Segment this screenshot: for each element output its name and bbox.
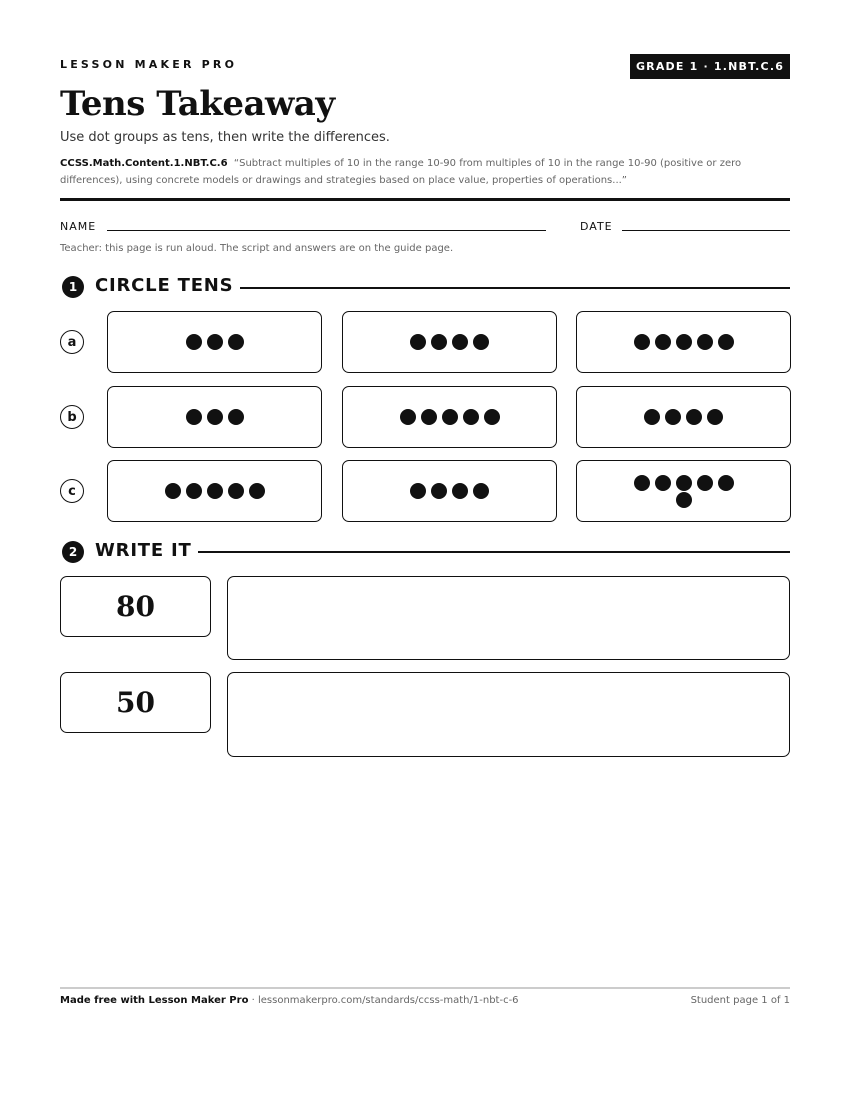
dot [473,483,489,499]
dot [452,483,468,499]
grade-badge: GRADE 1 · 1.NBT.C.6 [630,54,790,79]
write-it-answer-box[interactable] [227,576,790,660]
dot-group-box[interactable] [107,386,322,448]
dot [400,409,416,425]
dot [718,475,734,491]
dot-group-box[interactable] [107,311,322,373]
dot [665,409,681,425]
footer-divider [60,987,790,989]
dot-group-box[interactable] [342,460,557,522]
dot [207,409,223,425]
dot [655,334,671,350]
footer-page-number: Student page 1 of 1 [690,995,790,1006]
write-it-answer-box[interactable] [227,672,790,757]
standard-description [60,155,780,189]
write-it-number-box: 50 [60,672,211,733]
row-label: a [60,330,84,354]
dot [718,334,734,350]
dot-group-box[interactable] [342,311,557,373]
dot [686,409,702,425]
dot [207,483,223,499]
dot [228,483,244,499]
dot [452,334,468,350]
dot [431,334,447,350]
dot-group-box[interactable] [576,386,791,448]
standard-code: CCSS.Math.Content.1.NBT.C.6 [60,158,228,169]
standard-text: “Subtract multiples of 10 in the range 10-90 from multiples of 10 in the range 10-90 (positive or zero differences), using concrete models or drawings and strategies based on place value, properties of operations...” [60,158,742,186]
section-1-rule [240,287,790,289]
dot [442,409,458,425]
dot [644,409,660,425]
dot [421,409,437,425]
date-label: DATE [580,220,613,233]
section-2-number: 2 [62,541,84,563]
name-label: NAME [60,220,97,233]
dot [676,492,692,508]
row-label: b [60,405,84,429]
header-divider [60,198,790,201]
write-it-number-box: 80 [60,576,211,637]
dot [410,334,426,350]
page-title: Tens Takeaway [60,84,335,124]
dot [186,409,202,425]
teacher-note: Teacher: this page is run aloud. The script and answers are on the guide page. [60,243,454,254]
row-label: c [60,479,84,503]
date-field[interactable] [622,230,790,231]
footer-made-with: Made free with Lesson Maker Pro [60,995,249,1006]
section-2-title: WRITE IT [95,540,192,561]
dot [707,409,723,425]
section-1-title: CIRCLE TENS [95,275,234,296]
dot [676,475,692,491]
dot [634,334,650,350]
dot [431,483,447,499]
dot-group-box[interactable] [342,386,557,448]
dot [186,334,202,350]
dot [697,334,713,350]
dot [634,475,650,491]
dot [186,483,202,499]
dot [676,334,692,350]
dot [655,475,671,491]
section-2-rule [198,551,790,553]
dot-group-box[interactable] [576,311,791,373]
dot [228,409,244,425]
name-field[interactable] [107,230,546,231]
brand-name: LESSON MAKER PRO [60,58,238,71]
section-1-number: 1 [62,276,84,298]
dot [463,409,479,425]
page-subtitle: Use dot groups as tens, then write the differences. [60,130,390,145]
dot [410,483,426,499]
dot [484,409,500,425]
dot-group-box[interactable] [107,460,322,522]
dot-group-box[interactable] [576,460,791,522]
footer-credit [60,995,519,1006]
dot [207,334,223,350]
dot [228,334,244,350]
dot [697,475,713,491]
dot [249,483,265,499]
footer-url: · lessonmakerpro.com/standards/ccss-math/1-nbt-c-6 [248,995,519,1006]
dot [473,334,489,350]
dot [165,483,181,499]
